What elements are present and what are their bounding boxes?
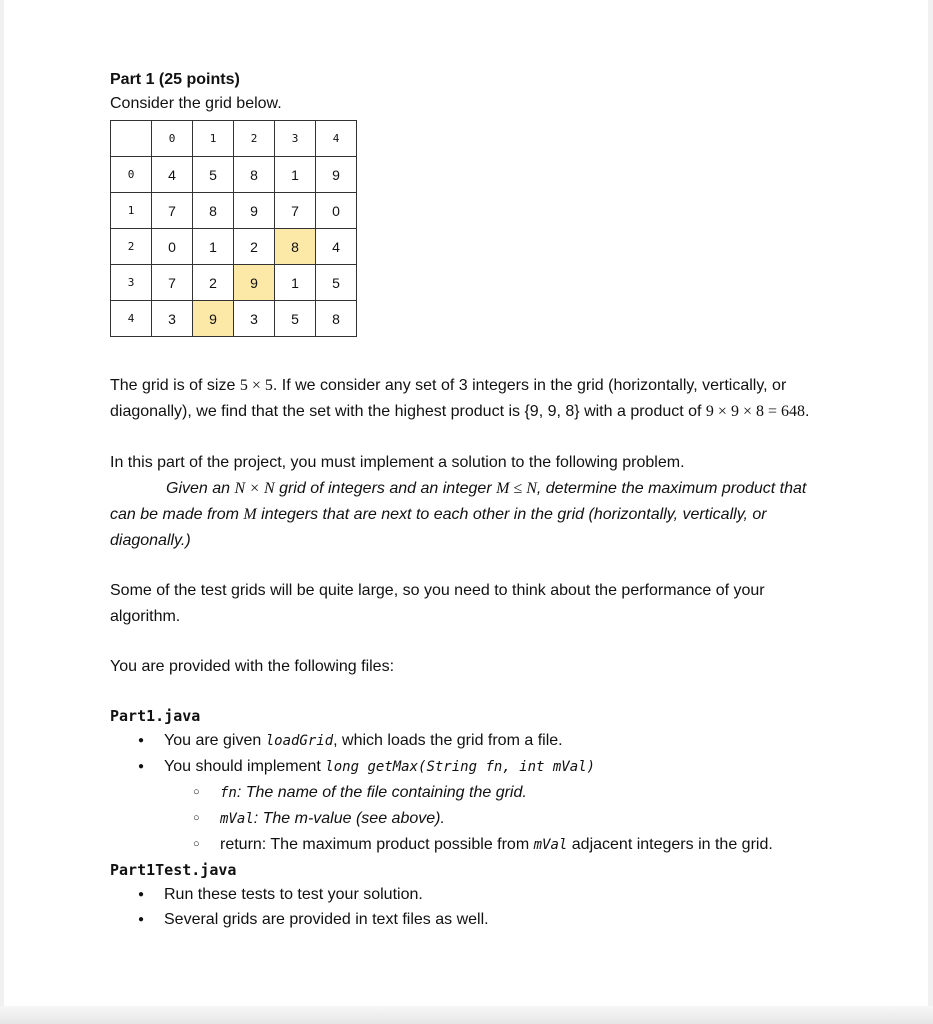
- getmax-sublist: [164, 780, 830, 858]
- grid-cell: 0: [152, 229, 193, 265]
- files-intro: You are provided with the following files:: [110, 658, 395, 675]
- grid-cell-highlighted: 8: [275, 229, 316, 265]
- file-part1-java: Part1.java: [110, 707, 201, 725]
- grid-cell: 8: [234, 157, 275, 193]
- list-item: ● You should implement long getMax(String fn, int mVal) ○ fn: The name of the file containing the grid. ○ mVal: The m-value (see above). ○ return: The maximum product possible from mVal adjacent integers in the grid.: [110, 754, 830, 858]
- grid-row-header: 3: [111, 265, 152, 301]
- list-item: ● Several grids are provided in text files as well.: [110, 907, 830, 932]
- grid-cell: 4: [316, 229, 357, 265]
- grid-cell: 5: [275, 301, 316, 337]
- grid-row-header: 4: [111, 301, 152, 337]
- grid-cell: 8: [316, 301, 357, 337]
- document-content: [110, 70, 830, 932]
- grid-col-header: 3: [275, 121, 316, 157]
- grid-cell: 1: [275, 265, 316, 301]
- problem-intro: In this part of the project, you must implement a solution to the following problem.: [110, 454, 685, 471]
- file-part1test-java: Part1Test.java: [110, 861, 237, 879]
- grid-cell: 7: [275, 193, 316, 229]
- grid-corner-cell: [111, 121, 152, 157]
- grid-row: [111, 229, 357, 265]
- grid-row-header: 1: [111, 193, 152, 229]
- grid-description: The grid is of size 5 × 5. If we consider any set of 3 integers in the grid (horizontally, vertically, or diagonally), we find that the set with the highest product is {9, 9, 8} with a product of 9 × 9 × 8 = 648.: [110, 377, 810, 420]
- part1-title: Part 1 (25 points): [110, 71, 240, 88]
- list-item: ● You are given loadGrid, which loads the grid from a file.: [110, 728, 830, 754]
- list-item: ○ return: The maximum product possible from mVal adjacent integers in the grid.: [164, 832, 830, 858]
- grid-cell: 8: [193, 193, 234, 229]
- list-item: ○ mVal: The m-value (see above).: [164, 806, 830, 832]
- grid-row-header: 0: [111, 157, 152, 193]
- list-item: ● Run these tests to test your solution.: [110, 882, 830, 907]
- bottom-edge: [0, 1006, 933, 1024]
- grid-cell: 1: [193, 229, 234, 265]
- grid-cell: 2: [234, 229, 275, 265]
- grid-cell: 3: [234, 301, 275, 337]
- grid-cell: 1: [275, 157, 316, 193]
- grid-cell: 3: [152, 301, 193, 337]
- grid-row-header: 2: [111, 229, 152, 265]
- grid-cell: 0: [316, 193, 357, 229]
- grid-cell: 5: [316, 265, 357, 301]
- grid-cell: 5: [193, 157, 234, 193]
- grid-row: [111, 265, 357, 301]
- number-grid: [110, 120, 357, 337]
- part1-java-list: [110, 728, 830, 858]
- performance-note: Some of the test grids will be quite large, so you need to think about the performance of your algorithm.: [110, 582, 765, 625]
- grid-row: [111, 193, 357, 229]
- grid-header-row: [111, 121, 357, 157]
- grid-cell: 2: [193, 265, 234, 301]
- grid-col-header: 1: [193, 121, 234, 157]
- document-page: [4, 0, 928, 1024]
- grid-cell: 4: [152, 157, 193, 193]
- grid-cell-highlighted: 9: [234, 265, 275, 301]
- grid-row: [111, 301, 357, 337]
- grid-row: [111, 157, 357, 193]
- grid-col-header: 0: [152, 121, 193, 157]
- problem-statement: Given an N × N grid of integers and an integer M ≤ N, determine the maximum product that can be made from M integers that are next to each other in the grid (horizontally, vertically, or diagonally.): [110, 480, 807, 549]
- grid-col-header: 4: [316, 121, 357, 157]
- grid-cell-highlighted: 9: [193, 301, 234, 337]
- grid-cell: 7: [152, 193, 193, 229]
- grid-col-header: 2: [234, 121, 275, 157]
- grid-cell: 9: [316, 157, 357, 193]
- part1-intro: Consider the grid below.: [110, 95, 282, 112]
- part1test-java-list: [110, 882, 830, 932]
- list-item: ○ fn: The name of the file containing the grid.: [164, 780, 830, 806]
- grid-cell: 9: [234, 193, 275, 229]
- grid-cell: 7: [152, 265, 193, 301]
